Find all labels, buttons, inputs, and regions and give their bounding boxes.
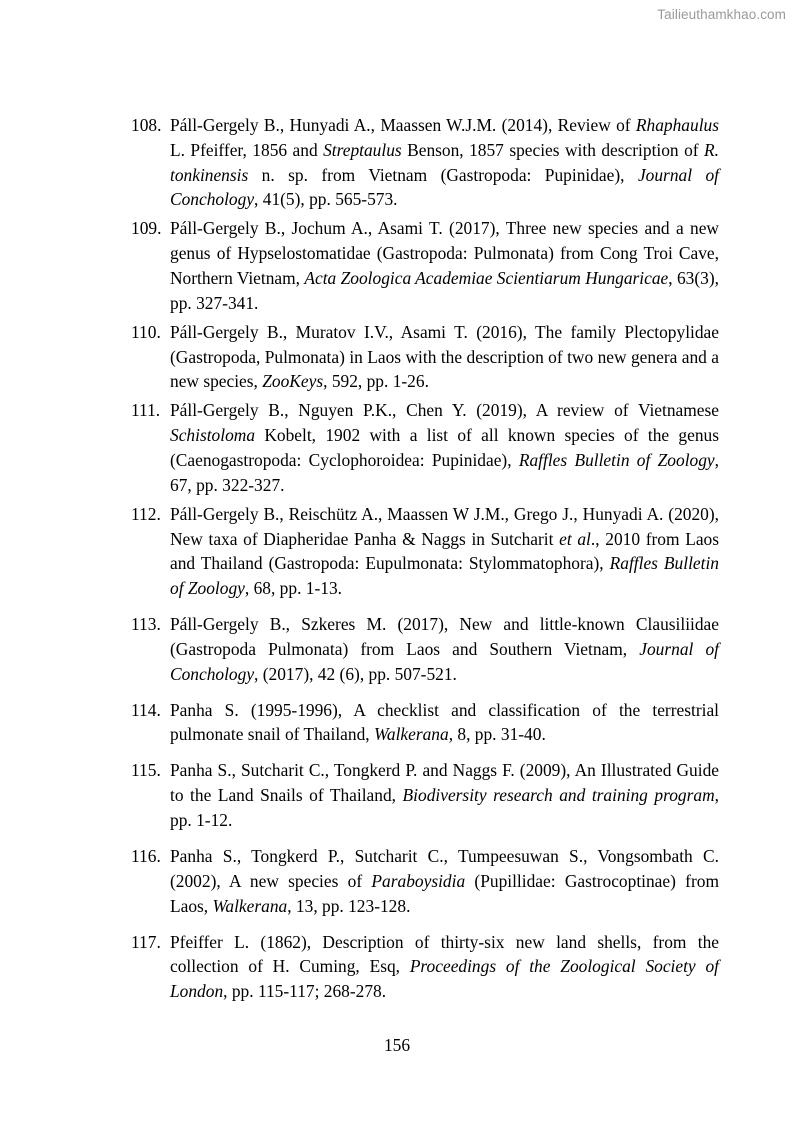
reference-text xyxy=(170,930,719,1004)
italic-title-segment: Paraboysidia xyxy=(371,870,466,891)
page-number: 156 xyxy=(383,1035,411,1055)
reference-text xyxy=(170,398,719,497)
text-segment: Páll-Gergely B., Reischütz A., Maassen W J.M., Grego J., Hunyadi A. (2020), New taxa of Diapheridae Panha & Naggs in Sutcharit xyxy=(170,503,719,549)
reference-text xyxy=(170,216,719,315)
reference-text xyxy=(170,502,719,601)
italic-title-segment: Raffles Bulletin of Zoology xyxy=(170,553,719,599)
reference-number: 114. xyxy=(131,699,161,720)
reference-text xyxy=(170,320,719,394)
italic-title-segment: Biodiversity research and training program xyxy=(402,785,715,806)
italic-title-segment: Walkerana xyxy=(212,895,288,916)
reference-item xyxy=(0,844,794,918)
text-segment: Páll-Gergely B., Jochum A., Asami T. (2017), Three new species and a new genus of Hypselostomatidae (Gastropoda: Pulmonata) from Cong Troi Cave, Northern Vietnam, xyxy=(170,218,719,288)
reference-number: 113. xyxy=(131,614,161,635)
text-segment: Kobelt, 1902 with a list of all known species of the genus (Caenogastropoda: Cyclophoroidea: Pupinidae), xyxy=(170,425,719,470)
reference-text xyxy=(170,758,719,832)
italic-title-segment: Journal of Conchology xyxy=(170,638,719,684)
reference-list xyxy=(0,113,794,1004)
reference-number: 110. xyxy=(131,321,161,342)
text-segment: , pp. 115-117; 268-278. xyxy=(223,981,387,1002)
text-segment: , (2017), 42 (6), pp. 507-521. xyxy=(254,663,457,684)
italic-title-segment: Journal of Conchology xyxy=(170,164,719,210)
text-segment: n. sp. from Vietnam (Gastropoda: Pupinidae), xyxy=(248,164,638,185)
reference-item xyxy=(0,698,794,748)
italic-title-segment: et al xyxy=(559,528,591,549)
text-segment: Panha S., Sutcharit C., Tongkerd P. and Naggs F. (2009), An Illustrated Guide to the Land Snails of Thailand, xyxy=(170,760,719,806)
reference-number: 111. xyxy=(131,400,161,421)
text-segment: , 41(5), pp. 565-573. xyxy=(254,189,398,210)
reference-item xyxy=(0,612,794,686)
reference-number: 115. xyxy=(131,760,161,781)
reference-number: 116. xyxy=(131,846,161,867)
reference-text xyxy=(170,612,719,686)
italic-title-segment: Walkerana xyxy=(373,724,449,745)
text-segment: Benson, 1857 species with description of xyxy=(401,139,705,160)
text-segment: Panha S., Tongkerd P., Sutcharit C., Tumpeesuwan S., Vongsombath C. (2002), A new species of xyxy=(170,846,719,891)
italic-title-segment: Streptaulus xyxy=(323,139,402,160)
italic-title-segment: Raffles Bulletin of Zoology xyxy=(518,449,715,470)
text-segment: , 13, pp. 123-128. xyxy=(287,895,411,916)
reference-text xyxy=(170,113,719,212)
reference-text xyxy=(170,698,719,748)
italic-title-segment: Proceedings of the Zoological Society of London xyxy=(170,956,719,1002)
reference-number: 117. xyxy=(131,931,161,952)
text-segment: , 67, pp. 322-327. xyxy=(170,449,719,495)
italic-title-segment: R. tonkinensis xyxy=(170,139,719,185)
reference-number: 109. xyxy=(131,218,162,239)
text-segment: , 8, pp. 31-40. xyxy=(448,724,546,745)
text-segment: (Pupillidae: Gastrocoptinae) from Laos, xyxy=(170,870,719,916)
text-segment: L. Pfeiffer, 1856 and xyxy=(170,139,324,160)
reference-item xyxy=(0,320,794,394)
text-segment: Panha S. (1995-1996), A checklist and classification of the terrestrial pulmonate snail of Thailand, xyxy=(170,699,719,745)
text-segment: , 68, pp. 1-13. xyxy=(244,578,342,599)
reference-item xyxy=(0,502,794,601)
reference-number: 112. xyxy=(131,503,161,524)
reference-item xyxy=(0,930,794,1004)
reference-item xyxy=(0,758,794,832)
text-segment: , pp. 1-12. xyxy=(170,785,719,831)
text-segment: Páll-Gergely B., Szkeres M. (2017), New and little-known Clausiliidae (Gastropoda Pulmonata) from Laos and Southern Vietnam, xyxy=(170,614,719,659)
text-segment: ., 2010 from Laos and Thailand (Gastropoda: Eupulmonata: Stylommatophora), xyxy=(170,528,720,574)
italic-title-segment: Rhaphaulus xyxy=(635,115,719,135)
reference-item xyxy=(0,398,794,497)
reference-text xyxy=(170,844,719,918)
text-segment: , 63(3), pp. 327-341. xyxy=(170,267,719,313)
italic-title-segment: Acta Zoologica Academiae Scientiarum Hungaricae xyxy=(304,267,669,288)
text-segment: Páll-Gergely B., Muratov I.V., Asami T. (2016), The family Plectopylidae (Gastropoda, Pulmonata) in Laos with the description of two new genera and a new species, xyxy=(170,321,719,392)
watermark-text: Tailieuthamkhao.com xyxy=(657,7,786,22)
reference-item xyxy=(0,216,794,315)
text-segment: Páll-Gergely B., Nguyen P.K., Chen Y. (2019), A review of Vietnamese xyxy=(170,400,719,421)
italic-title-segment: Schistoloma xyxy=(170,425,256,446)
reference-item xyxy=(0,113,794,212)
reference-number: 108. xyxy=(131,115,162,135)
italic-title-segment: ZooKeys xyxy=(262,371,324,392)
text-segment: Páll-Gergely B., Hunyadi A., Maassen W.J.M. (2014), Review of xyxy=(170,115,636,135)
text-segment: Pfeiffer L. (1862), Description of thirty-six new land shells, from the collection of H. Cuming, Esq, xyxy=(170,931,719,977)
text-segment: , 592, pp. 1-26. xyxy=(323,371,429,392)
